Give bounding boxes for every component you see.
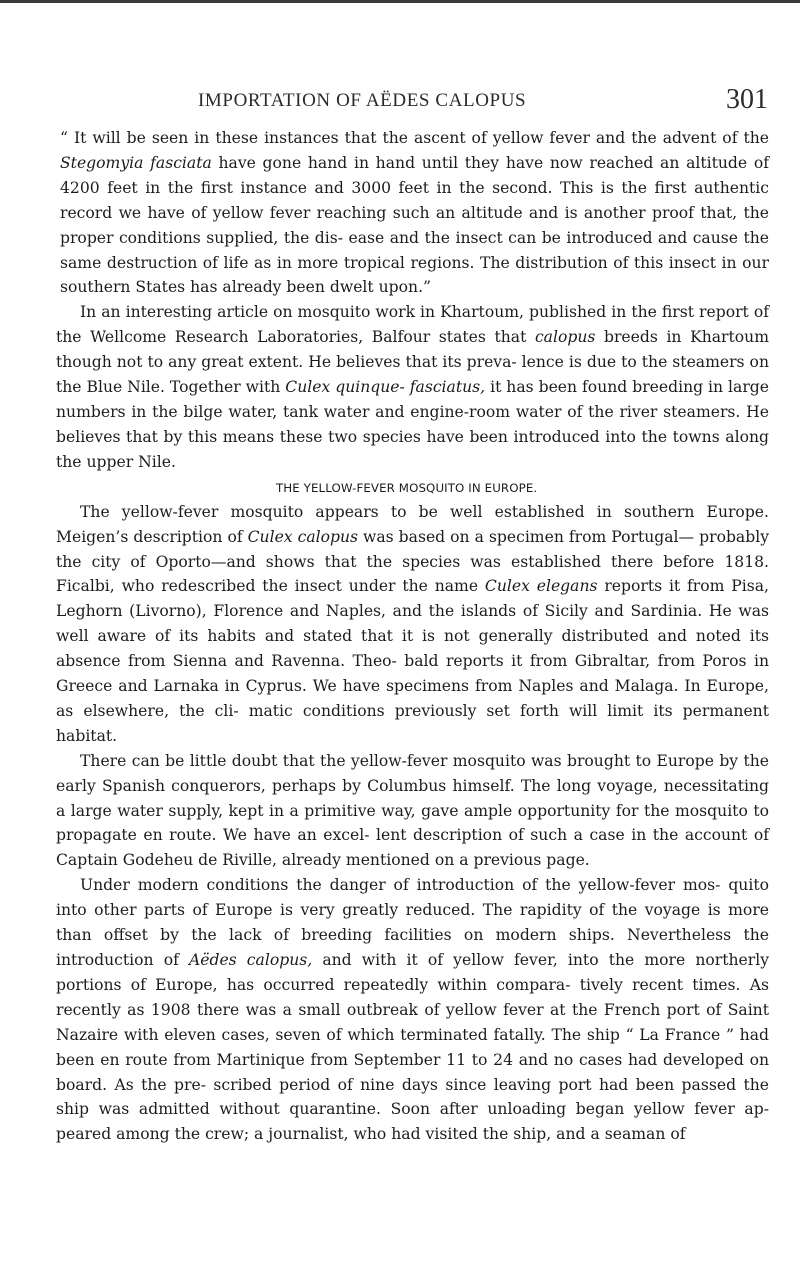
species-name: calopus (534, 328, 596, 347)
conquerors-paragraph: There can be little doubt that the yellow-fever mosquito was brought to Europe by the early Spanish conquerors, perhaps by Columbus himself. The long voyage, necessitating a large water supply, kept in a primitive way, gave ample opportunity for the mosquito to propagate en route. We have an excel- lent description of such a case in the account of Captain Godeheu de Riville, already mentioned on a previous page. (56, 751, 769, 870)
text-run: have gone hand in hand until they have now reached an altitude of 4200 feet in the first instance and 3000 feet in the second. This is the first authentic record we have of yellow fever reaching such an altitude and is another proof that, the proper conditions supplied, the dis- ease and the insect can be introduced and cause the same destruction of life as in more tropical regions. The distribution of this insect in our southern States has already been dwelt upon.” (60, 153, 769, 297)
species-name: Culex calopus (247, 527, 359, 546)
text-run: was based on a specimen from Portugal— probably the city of Oporto—and shows that the species was established there before 1818. Ficalbi, who redescribed the insect under the name (56, 527, 770, 596)
modern-conditions-paragraph (56, 873, 769, 1147)
page-top-rule (0, 0, 800, 3)
running-head: IMPORTATION OF AËDES CALOPUS (198, 90, 527, 111)
text-run: The yellow-fever mosquito appears to be well established in southern Europe. Meigen’s description of (56, 502, 769, 546)
text-run: In an interesting article on mosquito work in Khartoum, published in the first report of the Wellcome Research Laboratories, Balfour states that (56, 303, 769, 347)
species-name: Culex elegans (484, 577, 598, 596)
species-name: Stegomyia fasciata (60, 153, 212, 172)
text-run: “ It will be seen in these instances that the ascent of yellow fever and the advent of the (60, 129, 769, 147)
page-body (56, 126, 769, 1147)
page-number: 301 (726, 84, 768, 115)
section-heading: THE YELLOW-FEVER MOSQUITO IN EUROPE. (276, 480, 538, 495)
khartoum-paragraph (56, 300, 769, 474)
species-name: Aëdes calopus, (188, 951, 313, 969)
europe-paragraph (56, 500, 769, 749)
text-run: breeds in Khartoum though not to any great extent. He believes that its preva- lence is due to the steamers on the Blue Nile. Together with (56, 328, 769, 397)
text-run: Under modern conditions the danger of introduction of the yellow-fever mos- quito into other parts of Europe is very greatly reduced. The rapidity of the voyage is more than offset by the lack of breeding facilities on modern ships. Nevertheless the introduction of (56, 876, 769, 969)
text-run: it has been found breeding in large numbers in the bilge water, tank water and engine-room water of the river steamers. He believes that by this means these two species have been introduced into the towns along the upper Nile. (56, 378, 769, 471)
text-run: reports it from Pisa, Leghorn (Livorno), Florence and Naples, and the islands of Sicily and Sardinia. He was well aware of its habits and stated that it is not generally distributed and noted its absence from Sienna and Ravenna. Theo- bald reports it from Gibraltar, from Poros in Greece and Larnaka in Cyprus. We have specimens from Naples and Malaga. In Europe, as elsewhere, the cli- matic conditions previously set forth will limit its permanent habitat. (56, 577, 769, 745)
species-name: Culex quinque- fasciatus, (285, 378, 486, 397)
text-run: and with it of yellow fever, into the more northerly portions of Europe, has occurred repeatedly within compara- tively recent times. As recently as 1908 there was a small outbreak of yellow fever at the French port of Saint Nazaire with eleven cases, seven of which terminated fatally. The ship “ La France ” had been en route from Martinique from September 11 to 24 and no cases had developed on board. As the pre- scribed period of nine days since leaving port had been passed the ship was admitted without quarantine. Soon after unloading began yellow fever ap- peared among the crew; a journalist, who had visited the ship, and a seaman of (56, 951, 769, 1144)
page-header (56, 84, 768, 118)
quoted-paragraph (56, 126, 769, 300)
